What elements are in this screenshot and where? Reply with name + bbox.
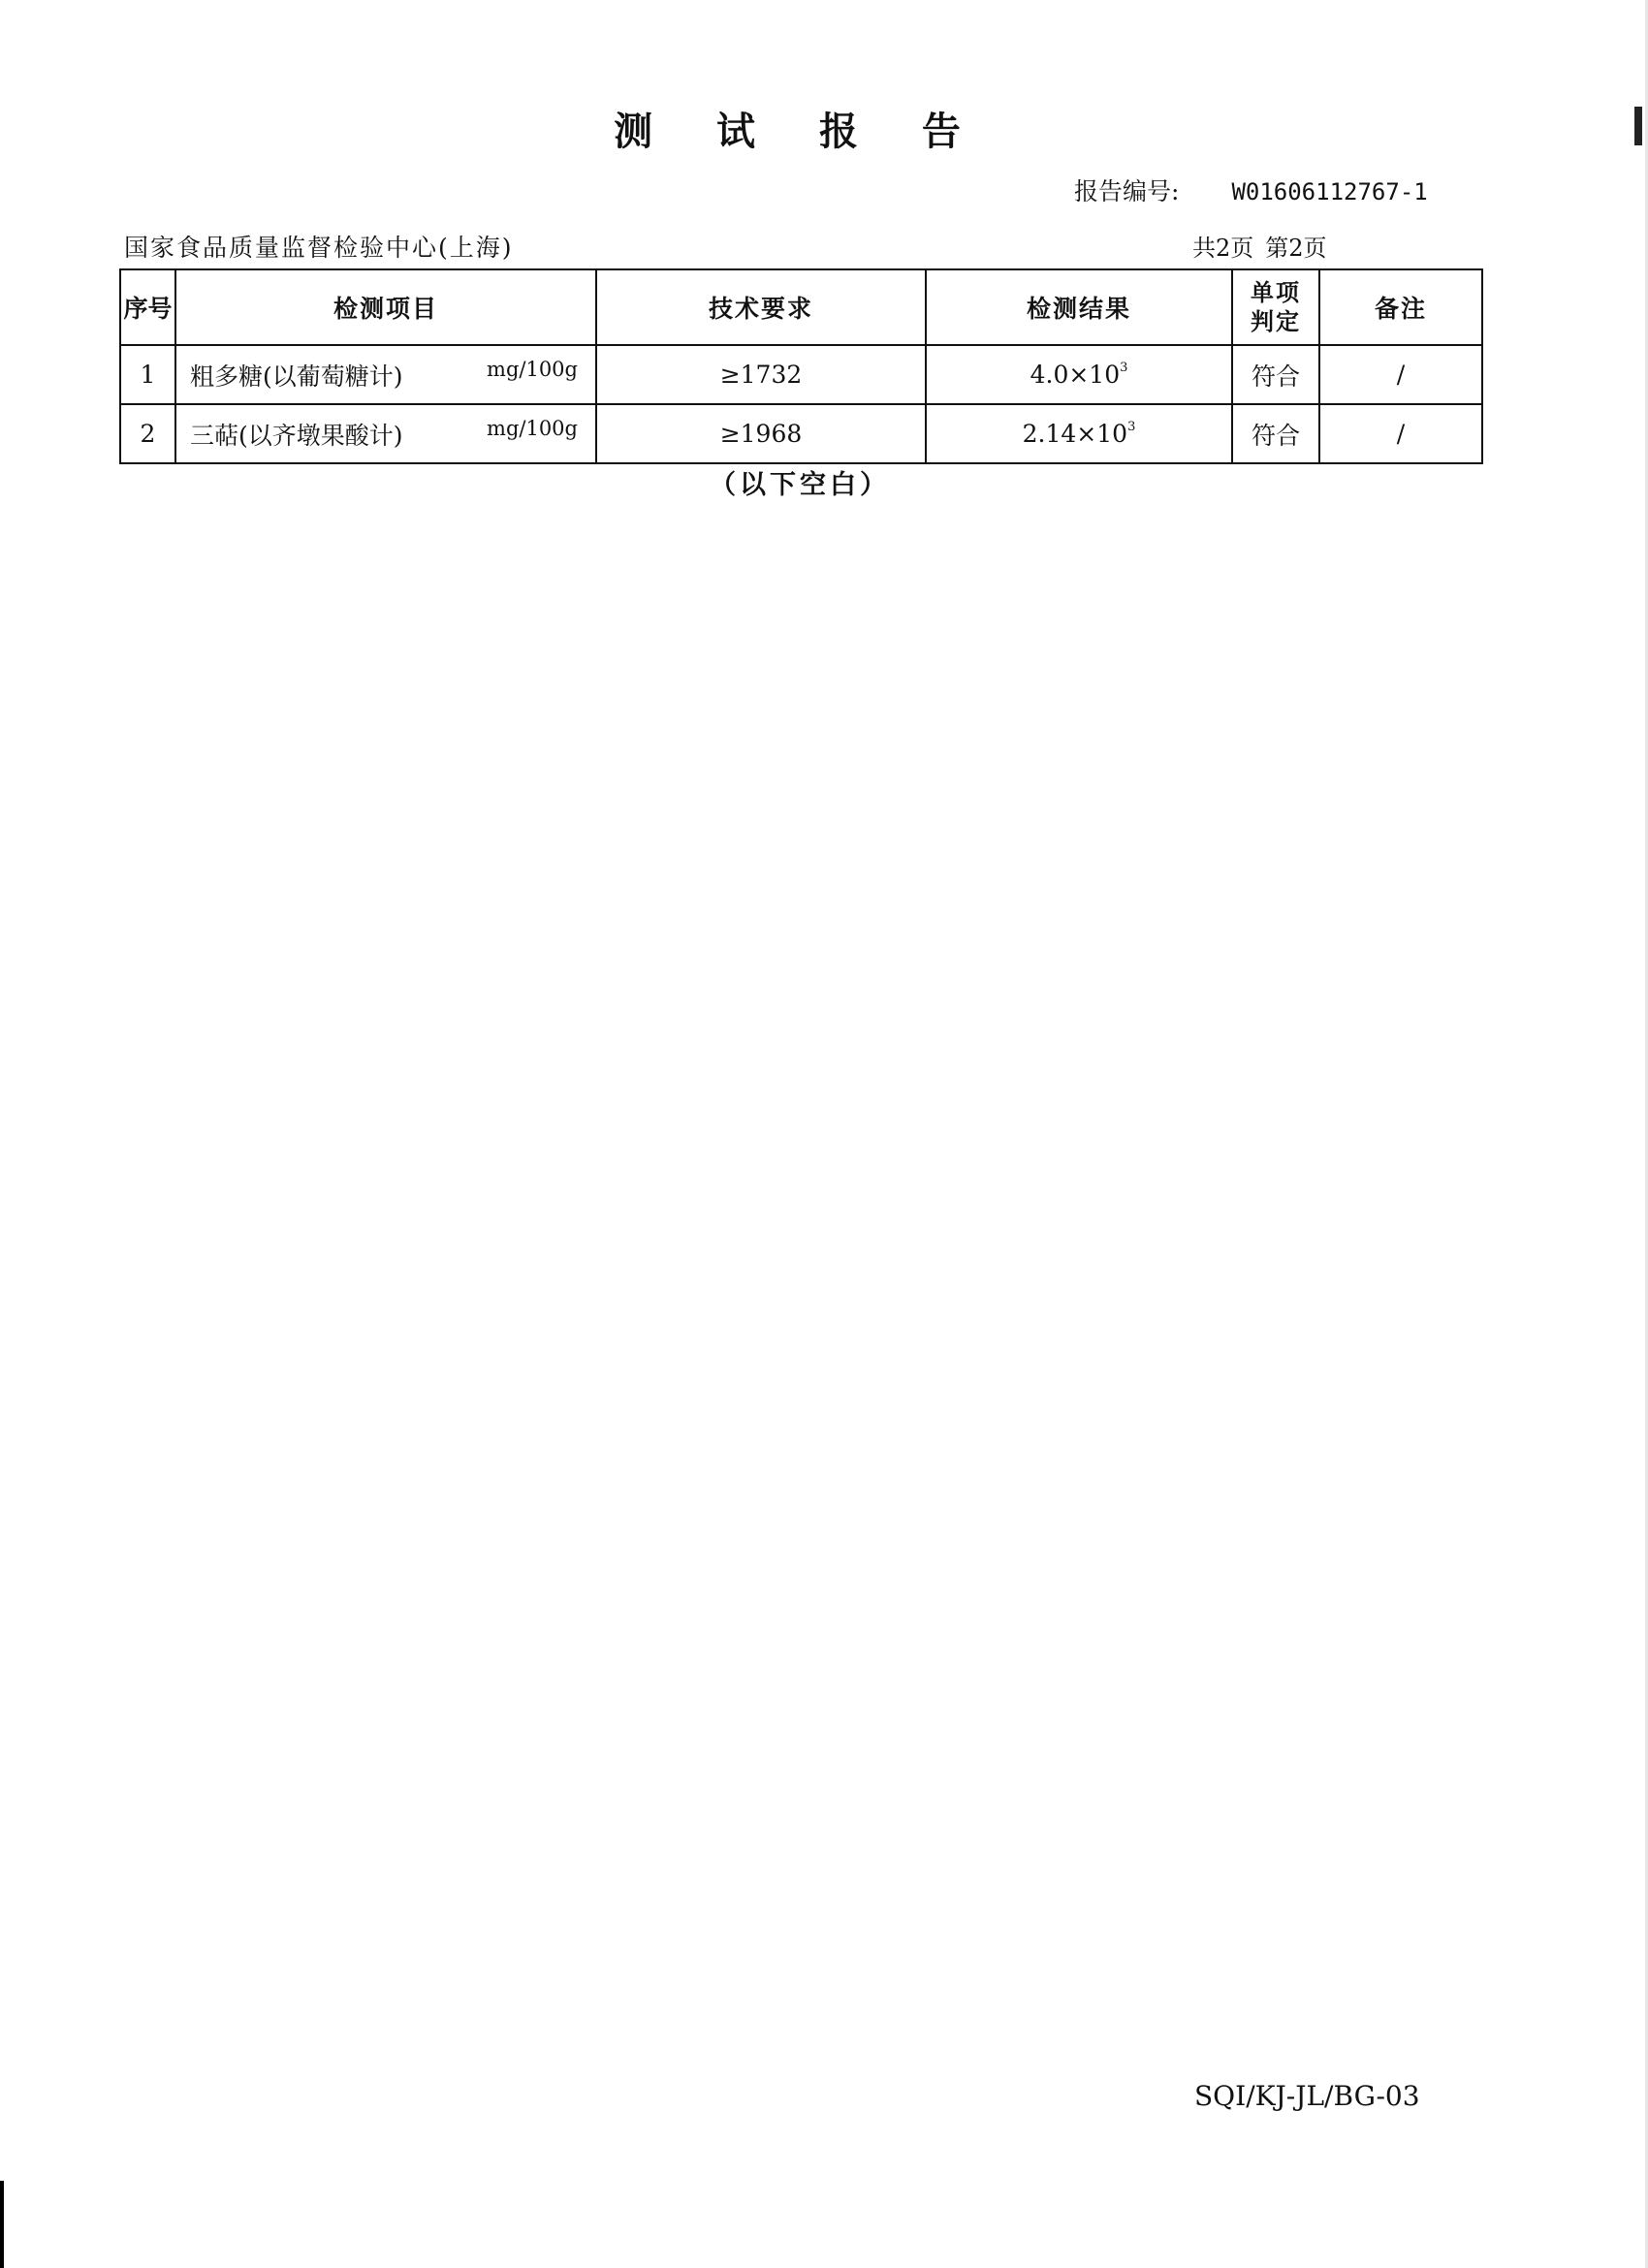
report-number bbox=[1074, 173, 1428, 207]
cell-seq: 2 bbox=[120, 404, 175, 463]
cell-remark: / bbox=[1319, 345, 1482, 404]
table-header-row bbox=[120, 269, 1482, 345]
cell-judge: 符合 bbox=[1232, 345, 1319, 404]
header-judge-line2: 判定 bbox=[1251, 308, 1301, 335]
cell-requirement: ≥1968 bbox=[596, 404, 926, 463]
cell-item bbox=[175, 345, 596, 404]
blank-below-note: （以下空白） bbox=[710, 470, 890, 500]
page-indicator bbox=[1192, 229, 1327, 263]
item-name: 三萜(以齐墩果酸计) bbox=[190, 421, 403, 450]
result-exponent: 3 bbox=[1120, 361, 1128, 375]
header-requirement: 技术要求 bbox=[596, 269, 926, 345]
cell-result bbox=[926, 345, 1232, 404]
form-code: SQI/KJ-JL/BG-03 bbox=[1194, 2080, 1420, 2112]
table-row bbox=[120, 345, 1482, 404]
result-exponent: 3 bbox=[1127, 420, 1136, 434]
cell-requirement: ≥1732 bbox=[596, 345, 926, 404]
header-remark: 备注 bbox=[1319, 269, 1482, 345]
scan-edge-mark bbox=[0, 2181, 4, 2268]
cell-seq: 1 bbox=[120, 345, 175, 404]
report-number-label: 报告编号: bbox=[1074, 177, 1180, 205]
total-pages: 共2页 bbox=[1192, 235, 1254, 262]
scan-registration-mark bbox=[1634, 107, 1642, 145]
report-title: 测 试 报 告 bbox=[614, 110, 986, 154]
current-page: 第2页 bbox=[1265, 235, 1327, 262]
cell-remark: / bbox=[1319, 404, 1482, 463]
header-judge-line1: 单项 bbox=[1251, 279, 1301, 306]
cell-item bbox=[175, 404, 596, 463]
organization-name: 国家食品质量监督检验中心(上海) bbox=[124, 234, 514, 262]
cell-result bbox=[926, 404, 1232, 463]
results-table bbox=[119, 268, 1483, 464]
table-row bbox=[120, 404, 1482, 463]
item-name: 粗多糖(以葡萄糖计) bbox=[190, 362, 403, 391]
header-result: 检测结果 bbox=[926, 269, 1232, 345]
report-number-value: W01606112767-1 bbox=[1231, 178, 1428, 205]
header-seq: 序号 bbox=[120, 269, 175, 345]
header-item: 检测项目 bbox=[175, 269, 596, 345]
cell-judge: 符合 bbox=[1232, 404, 1319, 463]
header-judge bbox=[1232, 269, 1319, 345]
result-base: 4.0×10 bbox=[1030, 361, 1121, 389]
item-unit: mg/100g bbox=[487, 357, 578, 381]
item-unit: mg/100g bbox=[487, 416, 578, 440]
result-base: 2.14×10 bbox=[1022, 420, 1128, 448]
